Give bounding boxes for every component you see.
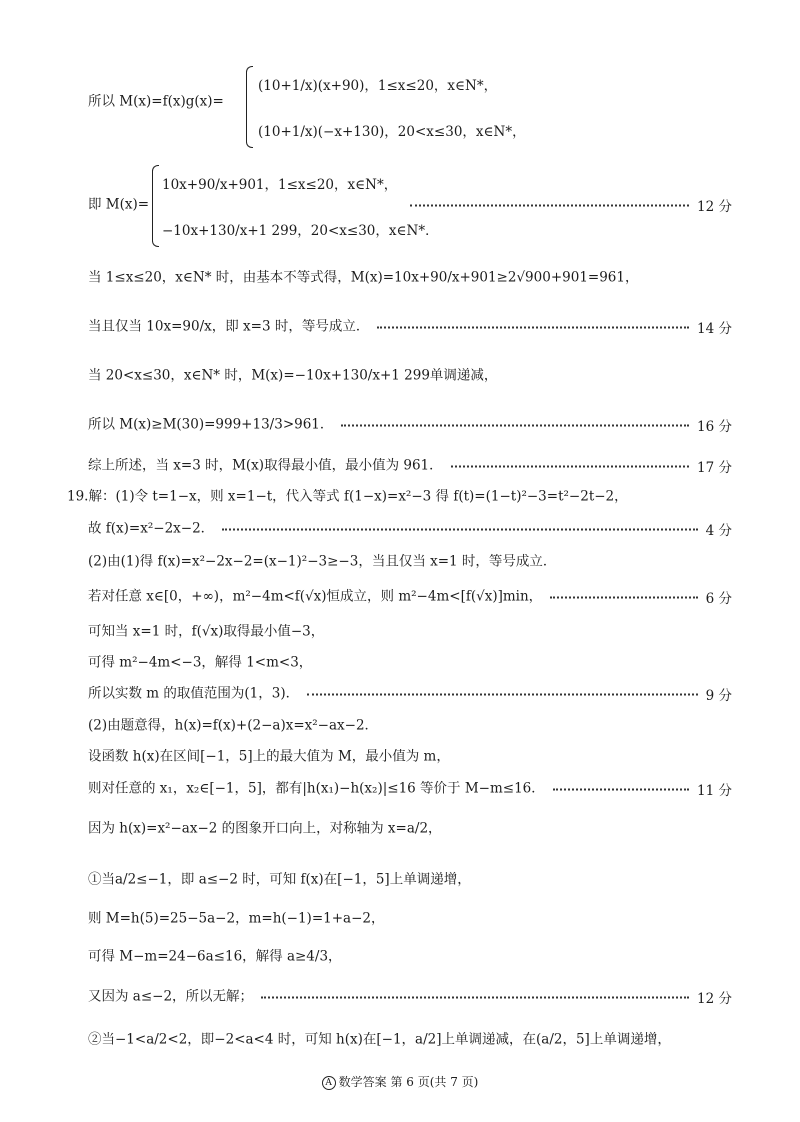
solution-text: 可知当 x=1 时，f(√x)取得最小值−3， xyxy=(88,623,325,640)
solution-text: 19.解：(1)令 t=1−x，则 x=1−t，代入等式 f(1−x)=x²−3 得 f(t)=(1−t)²−3=t²−2t−2， xyxy=(67,488,628,505)
solution-text: 综上所述，当 x=3 时，M(x)取得最小值，最小值为 961． xyxy=(88,457,443,474)
dot-leader xyxy=(307,693,698,696)
system1-case2: (10+1/x)(−x+130)，20<x≤30，x∈N*， xyxy=(258,124,526,140)
solution-text: 设函数 h(x)在区间[−1，5]上的最大值为 M，最小值为 m， xyxy=(88,748,450,765)
dot-leader xyxy=(410,204,689,207)
page-number-text: 数学答案 第 6 页(共 7 页) xyxy=(338,1075,479,1089)
dot-leader xyxy=(451,465,689,468)
version-badge: A xyxy=(322,1076,336,1090)
solution-text: ②当−1<a/2<2，即−2<a<4 时，可知 h(x)在[−1，a/2]上单调递减，在(a/2，5]上单调递增， xyxy=(88,1031,671,1048)
dot-leader xyxy=(377,326,689,329)
solution-text: 因为 h(x)=x²−ax−2 的图象开口向上，对称轴为 x=a/2， xyxy=(88,820,442,837)
score-label: 11 分 xyxy=(697,783,732,799)
solution-text: 若对任意 x∈[0，+∞)，m²−4m<f(√x)恒成立，则 m²−4m<[f(√x)]min， xyxy=(88,588,543,605)
score-label: 16 分 xyxy=(697,419,732,435)
solution-text: 即 M(x)= xyxy=(88,196,150,213)
dot-leader xyxy=(222,528,698,531)
score-label: 9 分 xyxy=(705,688,732,704)
solution-text: 可得 m²−4m<−3，解得 1<m<3， xyxy=(88,654,313,671)
page-footer xyxy=(0,1073,800,1090)
score-label: 12 分 xyxy=(697,199,732,215)
dot-leader xyxy=(550,596,698,599)
solution-text: 所以 M(x)=f(x)g(x)= xyxy=(88,93,224,110)
solution-text: 则对任意的 x₁，x₂∈[−1，5]，都有|h(x₁)−h(x₂)|≤16 等价于 M−m≤16． xyxy=(88,780,545,797)
system2-case1: 10x+90/x+901，1≤x≤20，x∈N*， xyxy=(162,177,398,193)
solution-text: (2)由题意得，h(x)=f(x)+(2−a)x=x²−ax−2． xyxy=(88,717,379,734)
dot-leader xyxy=(553,788,689,791)
score-label: 6 分 xyxy=(705,591,732,607)
score-label: 4 分 xyxy=(705,523,732,539)
dot-leader xyxy=(261,996,689,999)
solution-text: (2)由(1)得 f(x)=x²−2x−2=(x−1)²−3≥−3，当且仅当 x=1 时，等号成立． xyxy=(88,553,557,570)
score-label: 14 分 xyxy=(697,321,732,337)
solution-text: 当且仅当 10x=90/x，即 x=3 时，等号成立． xyxy=(88,318,370,335)
solution-text: 故 f(x)=x²−2x−2． xyxy=(88,520,215,537)
system1-case1: (10+1/x)(x+90)，1≤x≤20，x∈N*， xyxy=(258,78,498,94)
solution-text: ①当a/2≤−1，即 a≤−2 时，可知 f(x)在[−1，5]上单调递增， xyxy=(88,871,471,888)
solution-text: 所以实数 m 的取值范围为(1，3)． xyxy=(88,685,300,702)
solution-text: 可得 M−m=24−6a≤16，解得 a≥4/3， xyxy=(88,948,342,965)
score-label: 17 分 xyxy=(697,460,732,476)
score-label: 12 分 xyxy=(697,991,732,1007)
dot-leader xyxy=(341,424,689,427)
solution-text: 所以 M(x)≥M(30)=999+13/3>961． xyxy=(88,416,334,433)
solution-text: 则 M=h(5)=25−5a−2，m=h(−1)=1+a−2， xyxy=(88,910,385,927)
solution-text: 当 20<x≤30，x∈N* 时，M(x)=−10x+130/x+1 299单调递减， xyxy=(88,367,498,384)
piecewise-system-mx-simplified xyxy=(152,165,439,245)
solution-text: 又因为 a≤−2，所以无解； xyxy=(88,988,254,1005)
solution-text: 当 1≤x≤20，x∈N* 时，由基本不等式得，M(x)=10x+90/x+901≥2√900+901=961， xyxy=(88,269,639,286)
piecewise-system-mx xyxy=(246,66,586,146)
system2-case2: −10x+130/x+1 299，20<x≤30，x∈N*． xyxy=(162,223,439,239)
